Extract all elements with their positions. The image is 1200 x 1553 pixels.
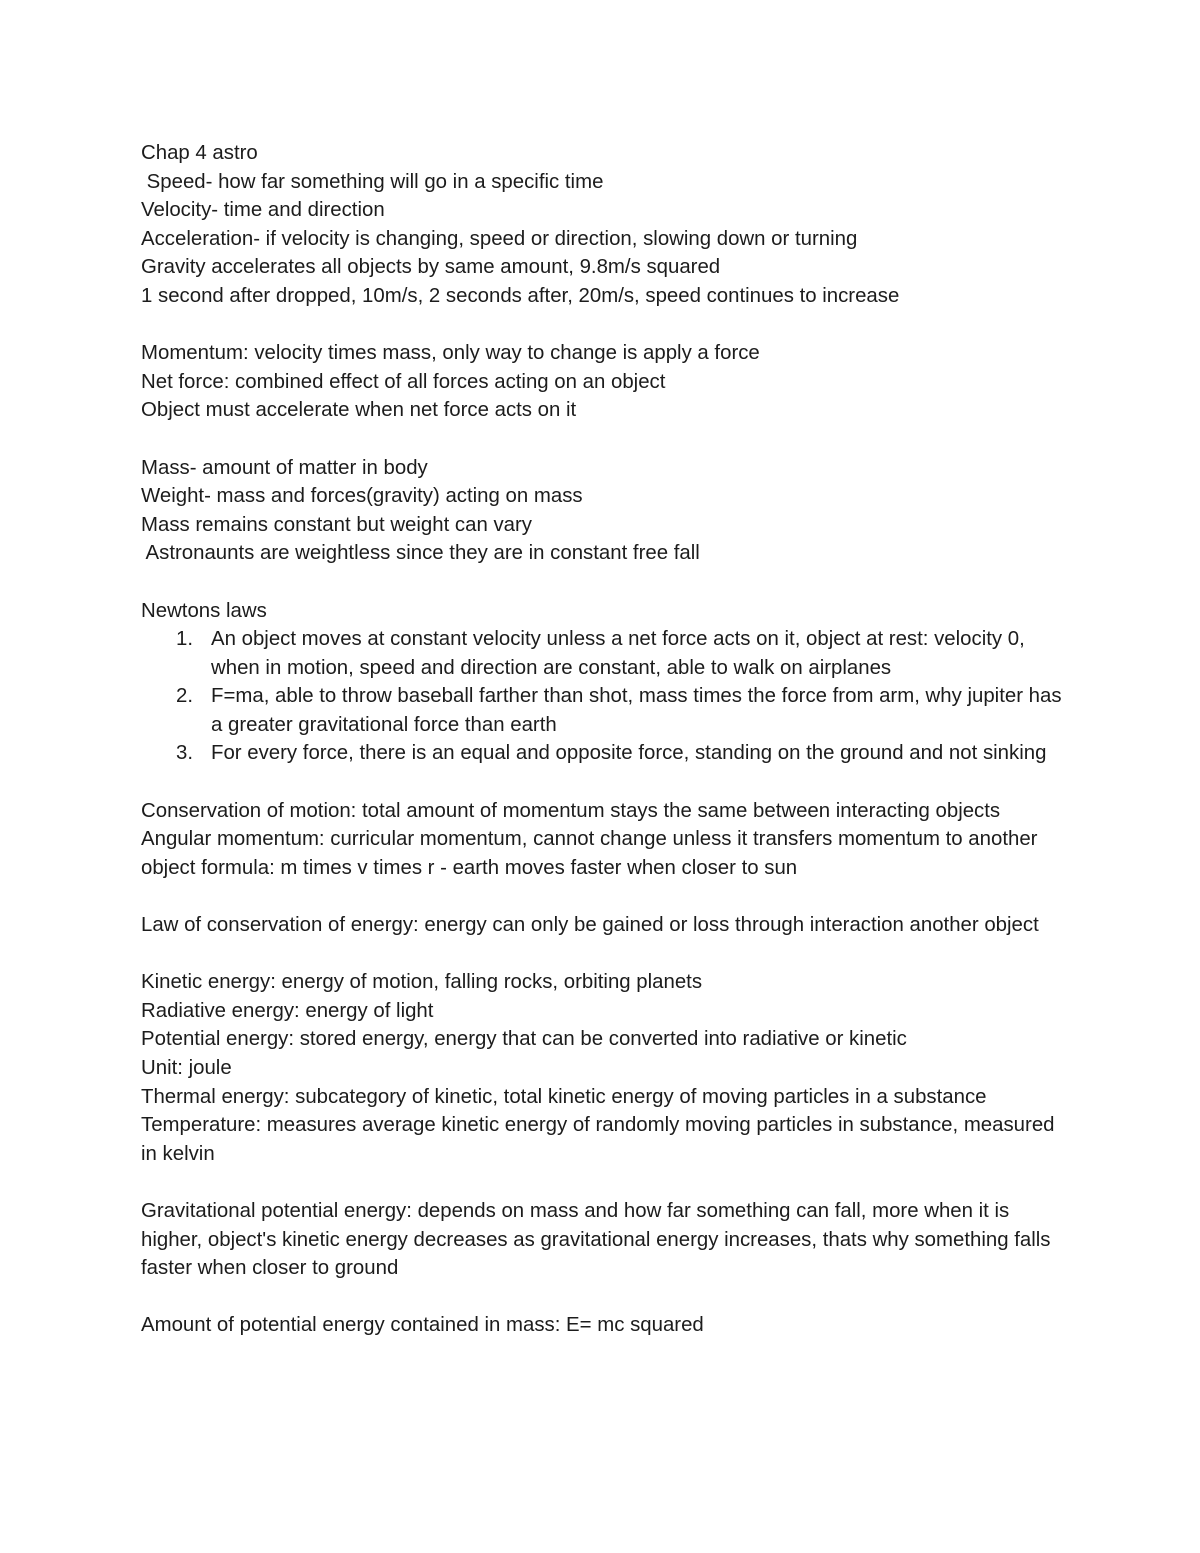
text-line: Conservation of motion: total amount of momentum stays the same between interacting objects [141, 799, 1001, 822]
paragraph-gap [141, 1168, 1071, 1197]
text-line: Mass- amount of matter in body [141, 456, 428, 479]
text-line: Astronaunts are weightless since they are in constant free fall [141, 542, 700, 565]
text-line: Temperature: measures average kinetic energy of randomly moving particles in substance, measured in kelvin [141, 1114, 1055, 1165]
paragraph-gap [141, 311, 1071, 340]
text-line: Radiative energy: energy of light [141, 999, 434, 1022]
text-line: Thermal energy: subcategory of kinetic, total kinetic energy of moving particles in a substance [141, 1085, 987, 1108]
list-item-text: F=ma, able to throw baseball farther than shot, mass times the force from arm, why jupiter has a greater gravitational force than earth [211, 685, 1062, 736]
list-item [141, 625, 1071, 682]
text-line: Weight- mass and forces(gravity) acting on mass [141, 485, 583, 508]
paragraph-gap [141, 568, 1071, 597]
text-line: Momentum: velocity times mass, only way to change is apply a force [141, 342, 760, 365]
list-item [141, 682, 1071, 739]
text-line: Velocity- time and direction [141, 199, 385, 222]
text-line: Kinetic energy: energy of motion, falling rocks, orbiting planets [141, 971, 703, 994]
text-line: Mass remains constant but weight can vary [141, 513, 532, 536]
list-item-text: For every force, there is an equal and opposite force, standing on the ground and not sinking [211, 742, 1047, 765]
text-line: Object must accelerate when net force acts on it [141, 399, 577, 422]
text-line: Gravity accelerates all objects by same amount, 9.8m/s squared [141, 256, 721, 279]
text-line: Law of conservation of energy: energy can only be gained or loss through interaction another object [141, 914, 1039, 937]
text-line: 1 second after dropped, 10m/s, 2 seconds after, 20m/s, speed continues to increase [141, 284, 900, 307]
text-line: Acceleration- if velocity is changing, speed or direction, slowing down or turning [141, 227, 858, 250]
list-item-text: An object moves at constant velocity unless a net force acts on it, object at rest: velocity 0, when in motion, speed and direction are constant, able to walk on airplanes [211, 628, 1025, 679]
paragraph-gap [141, 425, 1071, 454]
list-item [141, 739, 1071, 768]
list-number: 2. [176, 685, 194, 708]
paragraph-gap [141, 882, 1071, 911]
text-line: Speed- how far something will go in a specific time [141, 170, 604, 193]
text-line: Amount of potential energy contained in mass: E= mc squared [141, 1314, 704, 1337]
text-line: Gravitational potential energy: depends on mass and how far something can fall, more when it is higher, object's kinetic energy decreases as gravitational energy increases, thats why something falls faster when closer to ground [141, 1199, 1051, 1280]
text-line: Unit: joule [141, 1057, 232, 1079]
document-page [141, 139, 1071, 1340]
section-heading: Newtons laws [141, 599, 267, 622]
text-line: Potential energy: stored energy, energy that can be converted into radiative or kinetic [141, 1028, 907, 1051]
newtons-laws-list [141, 625, 1071, 768]
paragraph-gap [141, 1283, 1071, 1312]
list-number: 1. [176, 628, 194, 651]
paragraph-gap [141, 768, 1071, 797]
doc-title: Chap 4 astro [141, 142, 258, 164]
text-line: Net force: combined effect of all forces acting on an object [141, 370, 666, 393]
list-number: 3. [176, 742, 194, 765]
text-line: Angular momentum: curricular momentum, cannot change unless it transfers momentum to another object formula: m times v times r - earth moves faster when closer to sun [141, 828, 1038, 879]
paragraph-gap [141, 940, 1071, 969]
